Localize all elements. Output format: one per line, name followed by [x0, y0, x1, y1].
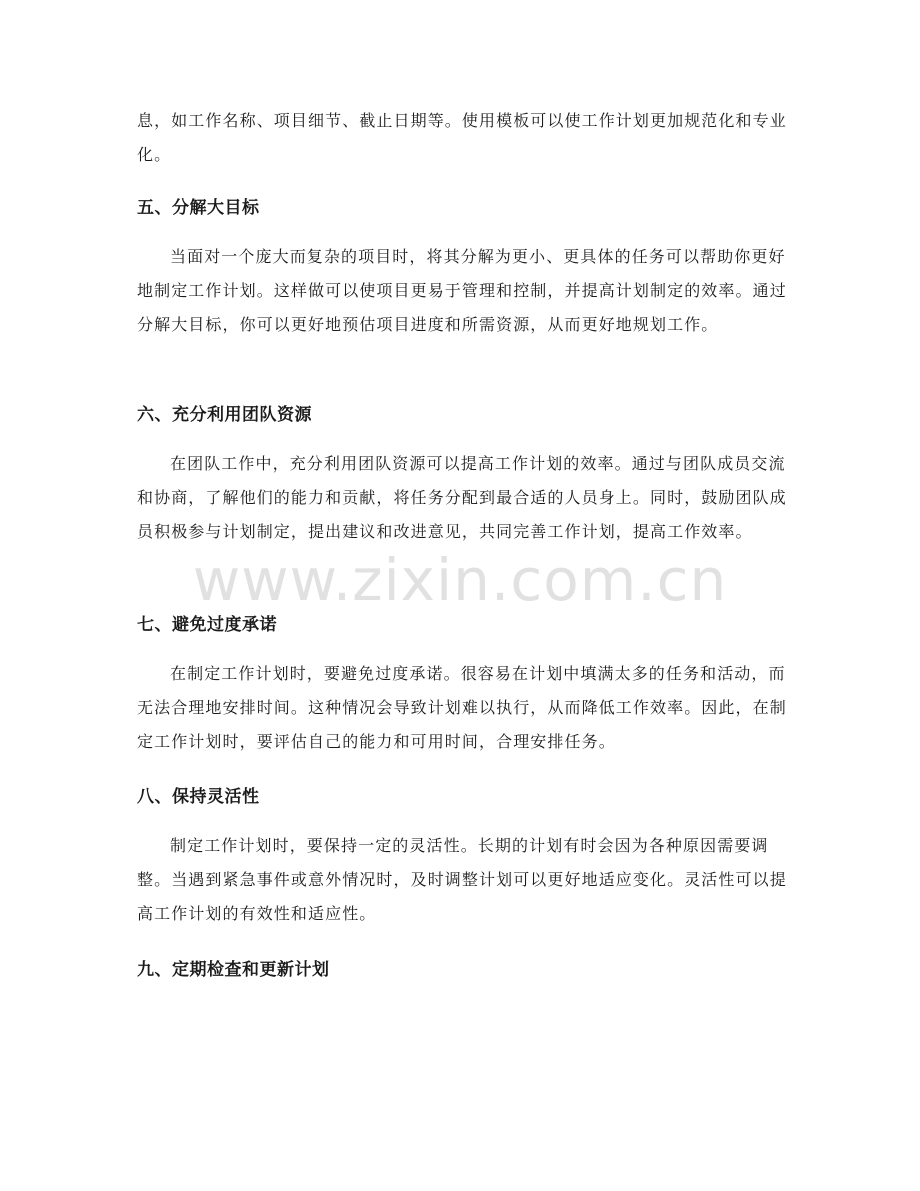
section-body-7 — [137, 657, 787, 759]
section-heading: 七、避免过度承诺 — [137, 615, 277, 635]
section-heading: 八、保持灵活性 — [137, 787, 260, 807]
section-body-8 — [137, 829, 787, 931]
intro-paragraph — [137, 104, 787, 172]
section-heading-5 — [137, 196, 787, 220]
paragraph-text: 息，如工作名称、项目细节、截止日期等。使用模板可以使工作计划更加规范化和专业化。 — [137, 111, 787, 164]
paragraph-text: 在制定工作计划时，要避免过度承诺。很容易在计划中填满太多的任务和活动，而无法合理地安排时间。这种情况会导致计划难以执行，从而降低工作效率。因此，在制定工作计划时，要评估自己的能力和可用时间，合理安排任务。 — [137, 664, 787, 751]
section-body-5 — [137, 240, 787, 342]
paragraph-text: 在团队工作中，充分利用团队资源可以提高工作计划的效率。通过与团队成员交流和协商，了解他们的能力和贡献，将任务分配到最合适的人员身上。同时，鼓励团队成员积极参与计划制定，提出建议和改进意见，共同完善工作计划，提高工作效率。 — [137, 454, 787, 541]
section-heading: 九、定期检查和更新计划 — [137, 960, 330, 980]
paragraph-text: 当面对一个庞大而复杂的项目时，将其分解为更小、更具体的任务可以帮助你更好地制定工作计划。这样做可以使项目更易于管理和控制，并提高计划制定的效率。通过分解大目标，你可以更好地预估项目进度和所需资源，从而更好地规划工作。 — [137, 247, 787, 334]
section-heading-6 — [137, 403, 787, 427]
section-heading-8 — [137, 785, 787, 809]
section-heading-9 — [137, 958, 787, 982]
section-heading-7 — [137, 613, 787, 637]
section-body-6 — [137, 447, 787, 549]
watermark-text: www.zixin.com.cn — [192, 546, 728, 614]
section-heading: 五、分解大目标 — [137, 198, 260, 218]
paragraph-text: 制定工作计划时，要保持一定的灵活性。长期的计划有时会因为各种原因需要调整。当遇到紧急事件或意外情况时，及时调整计划可以更好地适应变化。灵活性可以提高工作计划的有效性和适应性。 — [137, 836, 787, 923]
section-heading: 六、充分利用团队资源 — [137, 405, 312, 425]
